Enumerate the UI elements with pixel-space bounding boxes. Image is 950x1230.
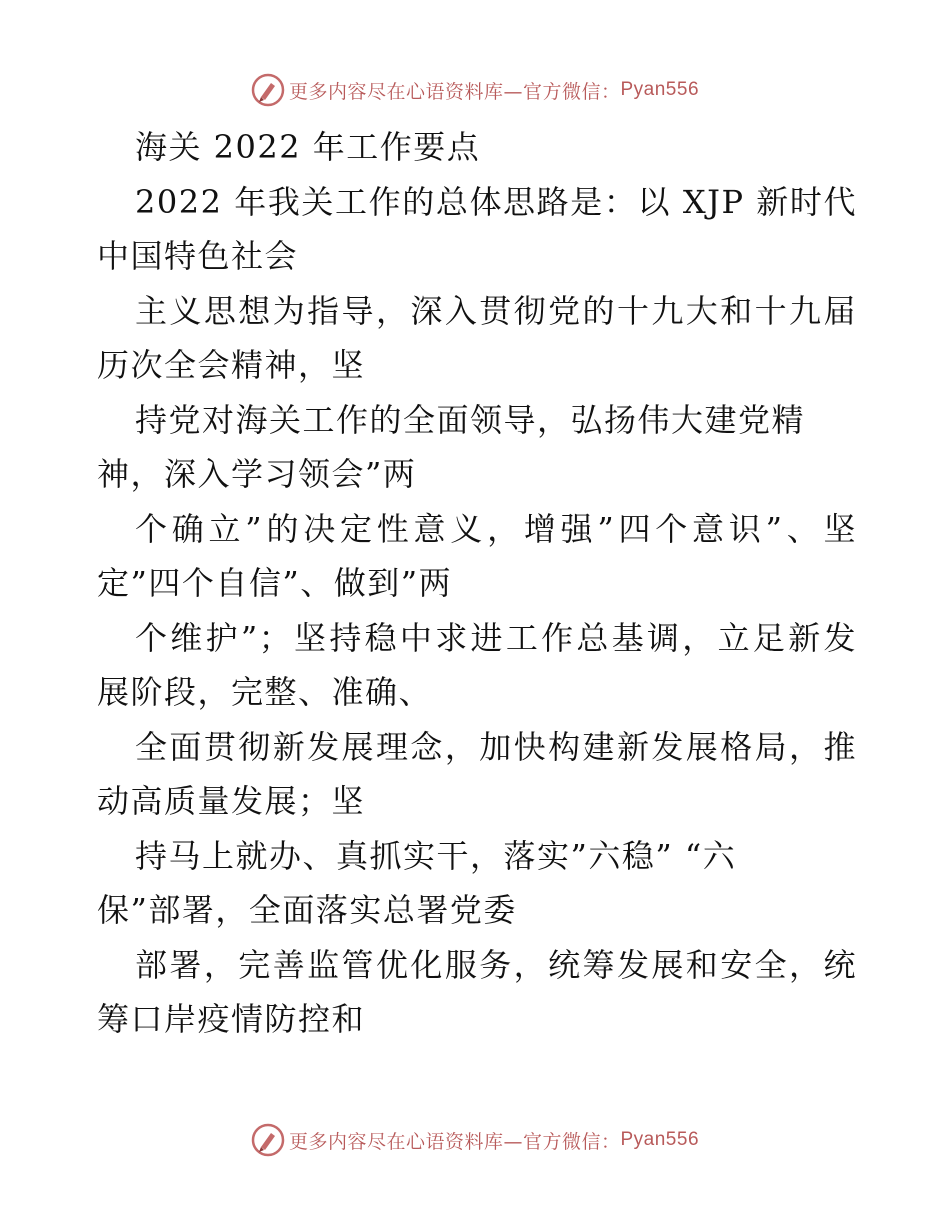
paragraph-line: 定”四个自信”、做到”两: [97, 564, 453, 602]
paragraph-line: 全面贯彻新发展理念，加快构建新发展格局，推: [135, 727, 857, 766]
paragraph-line: 个确立”的决定性意义，增强”四个意识”、坚: [135, 509, 857, 548]
pen-nib-logo-icon: [251, 73, 285, 107]
paragraph-line: 筹口岸疫情防控和: [97, 1000, 366, 1038]
watermark-text: 更多内容尽在心语资料库—官方微信：: [288, 1130, 621, 1153]
paragraph-line: 中国特色社会: [97, 237, 299, 275]
paragraph-line: 个维护”；坚持稳中求进工作总基调，立足新发: [135, 618, 857, 657]
paragraph-line: 展阶段，完整、准确、: [97, 673, 433, 711]
watermark-wechat-id: Pyan556: [620, 79, 700, 100]
paragraph-line: 主义思想为指导，深入贯彻党的十九大和十九届: [135, 291, 857, 330]
paragraph-line: 保”部署，全面落实总署党委: [97, 891, 517, 929]
paragraph-line: 持党对海关工作的全面领导，弘扬伟大建党精: [135, 400, 806, 439]
footer-watermark: [0, 1120, 950, 1160]
paragraph-line: 持马上就办、真抓实干，落实”六稳” “六: [135, 836, 737, 875]
header-watermark: [0, 70, 950, 110]
document-title: 海关 2022 年工作要点: [135, 128, 481, 166]
paragraph-line: 动高质量发展；坚: [97, 782, 366, 820]
paragraph-line: 历次全会精神，坚: [97, 346, 366, 384]
paragraph-line: 神，深入学习领会”两: [97, 455, 417, 493]
document-body: [97, 120, 857, 1047]
paragraph-line: 2022 年我关工作的总体思路是：以 XJP 新时代: [135, 182, 857, 221]
watermark-wechat-id: Pyan556: [620, 1129, 700, 1150]
watermark-text: 更多内容尽在心语资料库—官方微信：: [288, 80, 621, 103]
paragraph-line: 部署，完善监管优化服务，统筹发展和安全，统: [135, 945, 857, 984]
pen-nib-logo-icon: [251, 1123, 285, 1157]
